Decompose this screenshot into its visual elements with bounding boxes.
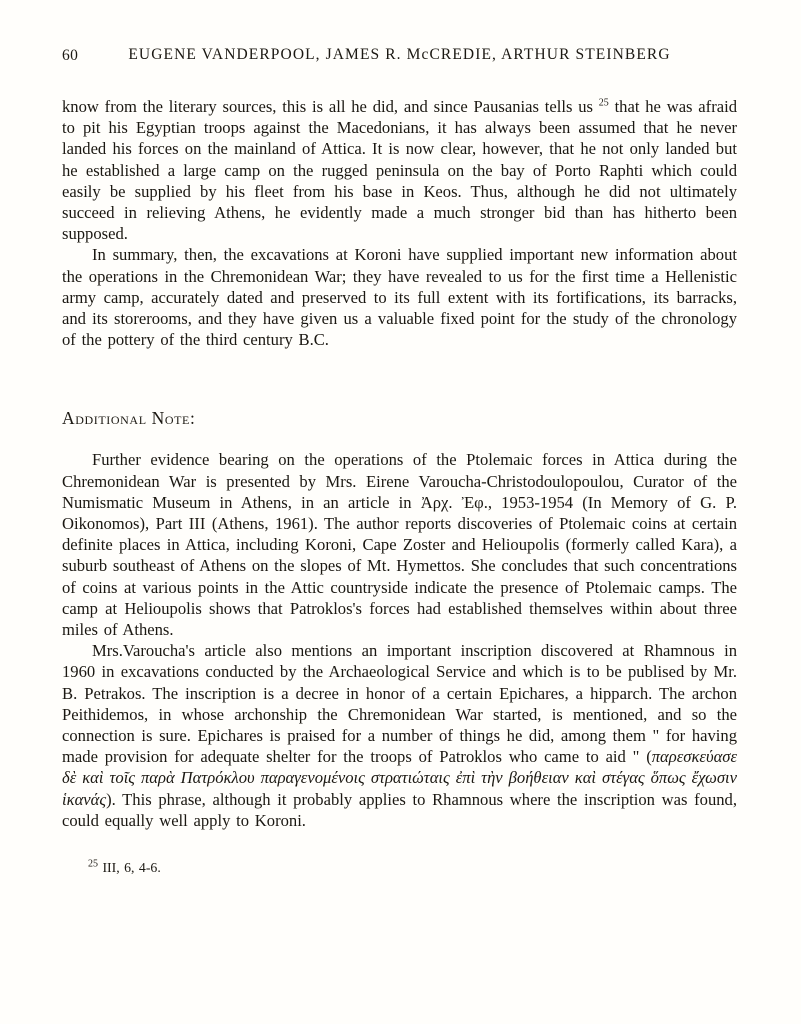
footnote-25-text: III, 6, 4-6. [98,860,161,876]
paragraph-3: Further evidence bearing on the operations of the Ptolemaic forces in Attica during the Chremonidean War is presented by Mrs. Eirene Varoucha-Christodoulopoulou, Curator of the Numismatic Museum in Athens, in an article in Ἀρχ. Ἐφ., 1953-1954 (In Memory of G. P. Oikonomos), Part III (Athens, 1961). The author reports discoveries of Ptolemaic coins at certain definite places in Attica, including Koroni, Cape Zoster and Helioupolis (formerly called Kara), a suburb southeast of Athens on the slopes of Mt. Hymettos. She concludes that such concentrations of coins at various points in the Attic countryside indicate the presence of Ptolemaic camps. The camp at Helioupolis shows that Patroklos's forces had established themselves within about three miles of Athens. [62,450,737,640]
greek-quotation: παρεσκεύασε δὲ καὶ τοῖς παρὰ Πατρόκλου παραγενομένοις στρατιώταις ἐπὶ τὴν βοήθειαν καὶ στέγας ὅπως ἔχωσιν ἱκανάς [62,747,737,809]
footnote-reference-25: 25 [598,97,609,109]
page-number: 60 [62,47,79,64]
paragraph-1 [62,96,737,244]
paragraph-2: In summary, then, the excavations at Koroni have supplied important new information about the operations in the Chremonidean War; they have revealed to us for the first time a Hellenistic army camp, accurately dated and preserved to its full extent with its fortifications, its barracks, and its storerooms, and they have given us a valuable fixed point for the study of the chronology of the pottery of the third century B.C. [62,245,737,350]
paragraph-4 [62,640,737,831]
page-header [62,46,737,68]
paragraph-1-text-continued: that he was afraid to pit his Egyptian troops against the Macedonians, it has always been assumed that he never landed his forces on the mainland of Attica. It is now clear, however, that he not only landed but he established a large camp on the rugged peninsula on the bay of Porto Raphti which could easily be supplied by his fleet from his base in Keos. Thus, although he did not ultimately succeed in relieving Athens, he evidently made a much stronger bid than has hitherto been supposed. [62,97,737,244]
paragraph-4-text-continued: ). This phrase, although it probably applies to Rhamnous where the inscription was found, could equally well apply to Koroni. [62,789,737,830]
paragraph-4-text: Mrs.Varoucha's article also mentions an important inscription discovered at Rhamnous in 1960 in excavations conducted by the Archaeological Service and which is to be publised by Mr. B. Petrakos. The inscription is a decree in honor of a certain Epichares, a hipparch. The archon Peithidemos, in whose archonship the Chremonidean War started, is mentioned, and so the connection is sure. Epichares is praised for a number of things he did, among them " for having made provision for adequate shelter for the troops of Patroklos who came to aid " ( [62,641,737,767]
running-head: EUGENE VANDERPOOL, JAMES R. McCREDIE, ARTHUR STEINBERG [128,46,671,63]
article-body [62,96,737,877]
paragraph-1-text: know from the literary sources, this is all he did, and since Pausanias tells us [62,97,599,116]
footnote-25 [62,859,737,877]
section-heading-additional-note: Additional Note: [62,408,196,429]
footnote-25-number: 25 [88,858,98,870]
